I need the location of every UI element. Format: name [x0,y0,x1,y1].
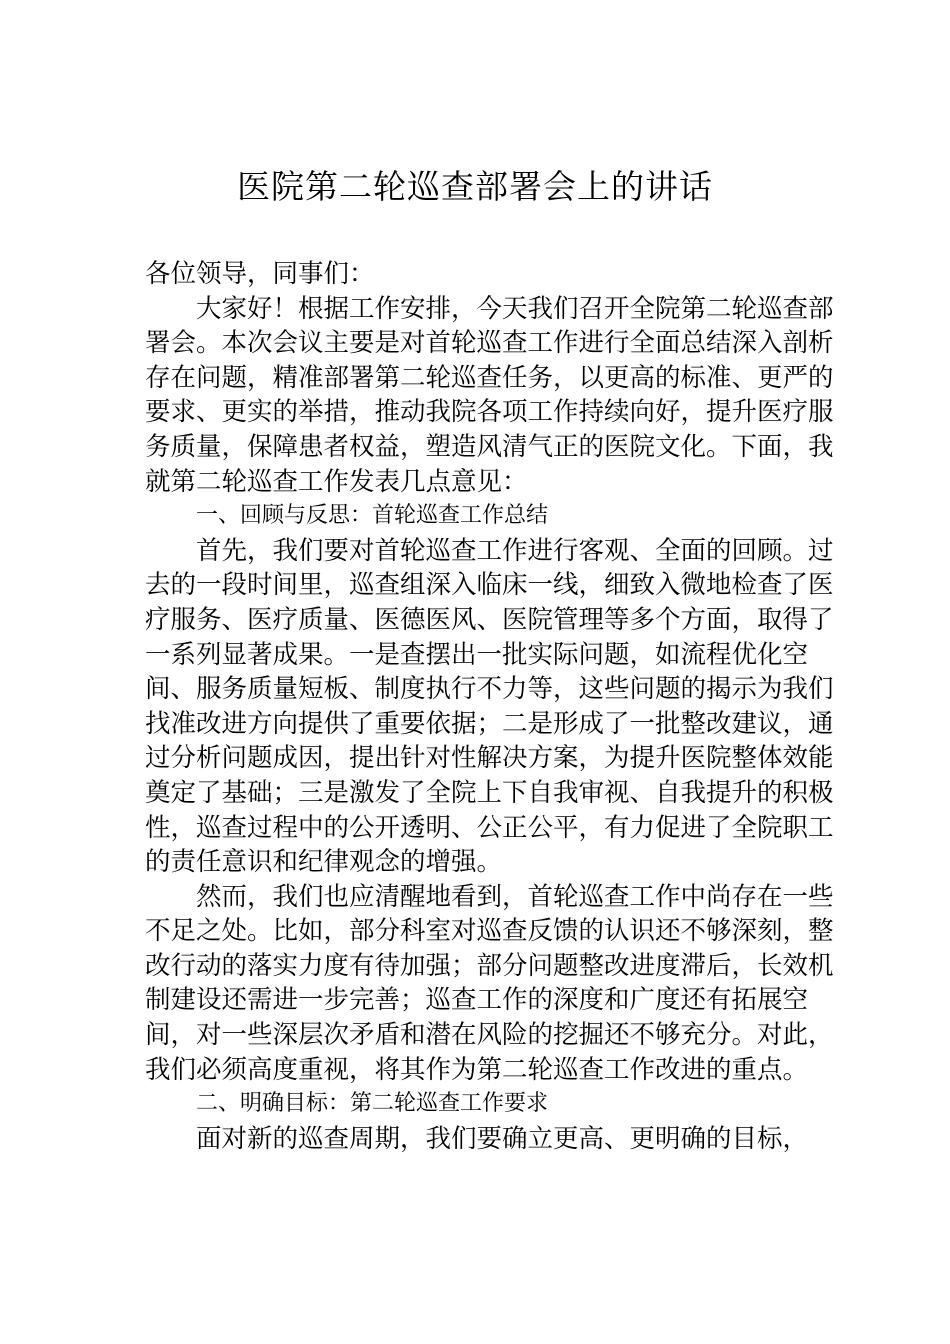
paragraph-goals: 面对新的巡查周期，我们要确立更高、更明确的目标， [196,1123,809,1154]
paragraph-shortcomings: 然而，我们也应清醒地看到，首轮巡查工作中尚存在一些不足之处。比如，部分科室对巡查反馈的认识还不够深刻，整改行动的落实力度有待加强；部分问题整改进度滞后，长效机制建设还需进一步完善；巡查工作的深度和广度还有拓展空间，对一些深层次矛盾和潜在风险的挖掘还不够充分。对此，我们必须高度重视，将其作为第二轮巡查工作改进的重点。 [145,881,834,1085]
salutation: 各位领导，同事们： [145,259,375,289]
document-body [145,257,845,1156]
section-heading-2: 二、明确目标：第二轮巡查工作要求 [196,1091,549,1117]
section-heading-1: 一、回顾与反思：首轮巡查工作总结 [196,503,549,529]
paragraph-opening: 大家好！根据工作安排，今天我们召开全院第二轮巡查部署会。本次会议主要是对首轮巡查工作进行全面总结深入剖析存在问题，精准部署第二轮巡查任务，以更高的标准、更严的要求、更实的举措，推动我院各项工作持续向好，提升医疗服务质量，保障患者权益，塑造风清气正的医院文化。下面，我就第二轮巡查工作发表几点意见： [145,293,834,497]
paragraph-review: 首先，我们要对首轮巡查工作进行客观、全面的回顾。过去的一段时间里，巡查组深入临床一线，细致入微地检查了医疗服务、医疗质量、医德医风、医院管理等多个方面，取得了一系列显著成果。一是查摆出一批实际问题，如流程优化空间、服务质量短板、制度执行不力等，这些问题的揭示为我们找准改进方向提供了重要依据；二是形成了一批整改建议，通过分析问题成因，提出针对性解决方案，为提升医院整体效能奠定了基础；三是激发了全院上下自我审视、自我提升的积极性，巡查过程中的公开透明、公正公平，有力促进了全院职工的责任意识和纪律观念的增强。 [145,535,834,878]
document-title: 医院第二轮巡查部署会上的讲话 [237,167,713,206]
